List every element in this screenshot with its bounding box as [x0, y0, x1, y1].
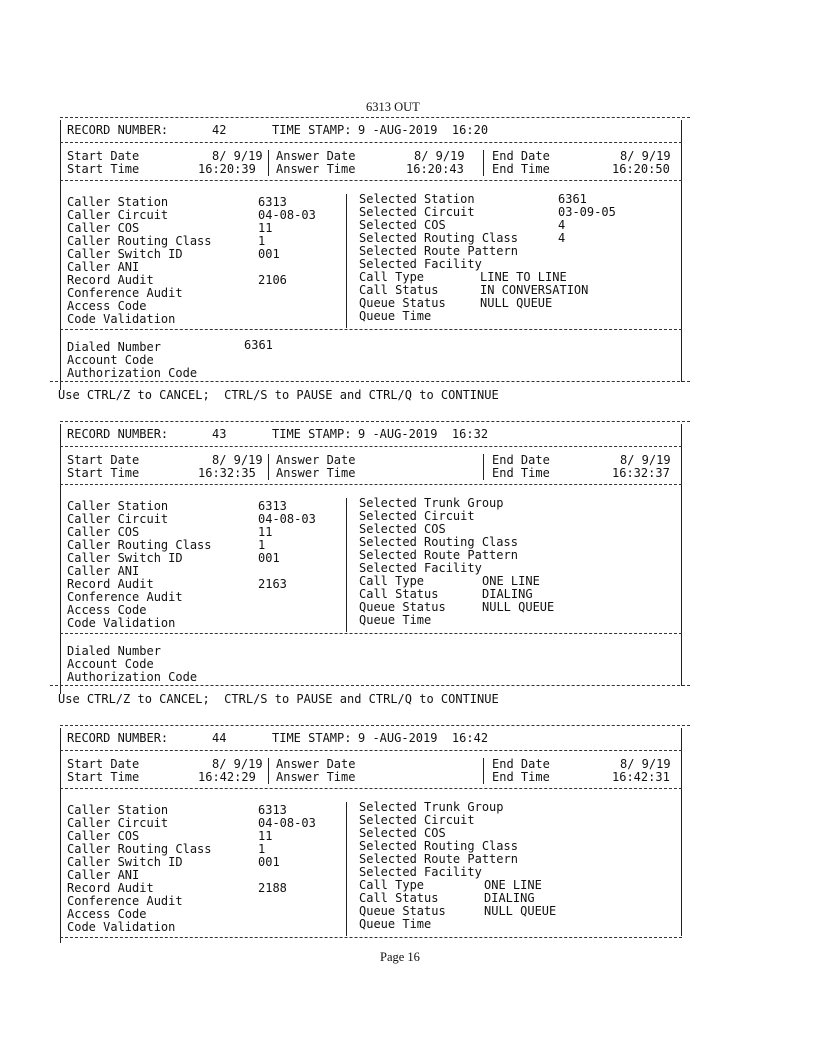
access-code-label: Access Code [67, 907, 147, 921]
answer-time-value: 16:20:43 [406, 162, 464, 176]
selected-circuit-label: Selected Circuit [359, 509, 475, 523]
end-date-value: 8/ 9/19 [620, 149, 671, 163]
call-type-value: LINE TO LINE [480, 270, 567, 284]
caller-circuit-value: 04-08-03 [258, 816, 316, 830]
conference-audit-label: Conference Audit [67, 894, 183, 908]
queue-status-value: NULL QUEUE [480, 296, 553, 310]
record-number-value: 43 [212, 427, 227, 441]
answer-time-label: Answer Time [276, 466, 356, 480]
time-stamp-value: 9 -AUG-2019 16:42 [358, 731, 489, 745]
access-code-label: Access Code [67, 299, 147, 313]
selected-routing-class-label: Selected Routing Class [359, 231, 518, 245]
caller-switch-id-value: 001 [258, 551, 280, 565]
answer-time-label: Answer Time [276, 162, 356, 176]
call-status-value: DIALING [482, 587, 533, 601]
start-date-label: Start Date [67, 757, 140, 771]
end-time-value: 16:32:37 [612, 466, 670, 480]
selected-route-pattern-label: Selected Route Pattern [359, 548, 518, 562]
caller-switch-id-label: Caller Switch ID [67, 855, 183, 869]
caller-routing-class-value: 1 [258, 234, 266, 248]
caller-station-label: Caller Station [67, 803, 169, 817]
call-record-43 [0, 304, 817, 706]
record-audit-label: Record Audit [67, 273, 154, 287]
record-number-value: 44 [212, 731, 227, 745]
caller-switch-id-value: 001 [258, 855, 280, 869]
record-number-value: 42 [212, 123, 227, 137]
answer-date-label: Answer Date [276, 453, 356, 467]
selected-circuit-label: Selected Circuit [359, 205, 475, 219]
caller-switch-id-label: Caller Switch ID [67, 551, 183, 565]
caller-circuit-label: Caller Circuit [67, 816, 169, 830]
queue-status-value: NULL QUEUE [482, 600, 555, 614]
call-status-value: IN CONVERSATION [480, 283, 589, 297]
caller-circuit-value: 04-08-03 [258, 512, 316, 526]
call-type-label: Call Type [359, 270, 425, 284]
selected-circuit-value: 03-09-05 [558, 205, 616, 219]
end-date-label: End Date [492, 757, 550, 771]
start-time-label: Start Time [67, 770, 140, 784]
call-type-value: ONE LINE [484, 878, 542, 892]
record-number-label: RECORD NUMBER: [67, 731, 169, 745]
selected-cos-label: Selected COS [359, 522, 446, 536]
account-code-label: Account Code [67, 353, 154, 367]
caller-cos-label: Caller COS [67, 829, 140, 843]
caller-routing-class-value: 1 [258, 538, 266, 552]
caller-cos-value: 11 [258, 221, 273, 235]
start-date-label: Start Date [67, 453, 140, 467]
call-record-44 [0, 608, 817, 934]
queue-status-label: Queue Status [359, 296, 446, 310]
start-time-value: 16:42:29 [198, 770, 256, 784]
caller-cos-value: 11 [258, 525, 273, 539]
caller-routing-class-label: Caller Routing Class [67, 538, 212, 552]
answer-date-label: Answer Date [276, 757, 356, 771]
dialed-number-value: 6361 [244, 338, 273, 352]
continue-prompt: Use CTRL/Z to CANCEL; CTRL/S to PAUSE and CTRL/Q to CONTINUE [58, 692, 499, 706]
caller-cos-label: Caller COS [67, 221, 140, 235]
end-time-value: 16:20:50 [612, 162, 670, 176]
page-title: 6313 OUT [366, 100, 420, 114]
selected-circuit-label: Selected Circuit [359, 813, 475, 827]
time-stamp-value: 9 -AUG-2019 16:32 [358, 427, 489, 441]
record-audit-value: 2163 [258, 577, 287, 591]
selected-route-pattern-label: Selected Route Pattern [359, 852, 518, 866]
end-date-value: 8/ 9/19 [620, 453, 671, 467]
selected-station-label: Selected Station [359, 192, 475, 206]
call-status-label: Call Status [359, 891, 439, 905]
caller-ani-label: Caller ANI [67, 868, 140, 882]
selected-cos-label: Selected COS [359, 826, 446, 840]
selected-routing-class-value: 4 [558, 231, 566, 245]
caller-station-label: Caller Station [67, 195, 169, 209]
answer-date-label: Answer Date [276, 149, 356, 163]
answer-date-value: 8/ 9/19 [414, 149, 465, 163]
end-time-value: 16:42:31 [612, 770, 670, 784]
authorization-code-label: Authorization Code [67, 366, 198, 380]
end-date-value: 8/ 9/19 [620, 757, 671, 771]
record-audit-label: Record Audit [67, 577, 154, 591]
start-date-value: 8/ 9/19 [212, 453, 263, 467]
call-type-value: ONE LINE [482, 574, 540, 588]
caller-cos-label: Caller COS [67, 525, 140, 539]
caller-ani-label: Caller ANI [67, 564, 140, 578]
access-code-label: Access Code [67, 603, 147, 617]
code-validation-label: Code Validation [67, 312, 176, 326]
selected-cos-label: Selected COS [359, 218, 446, 232]
account-code-label: Account Code [67, 657, 154, 671]
caller-station-value: 6313 [258, 499, 287, 513]
queue-status-label: Queue Status [359, 600, 446, 614]
caller-routing-class-label: Caller Routing Class [67, 234, 212, 248]
caller-circuit-label: Caller Circuit [67, 512, 169, 526]
dialed-number-label: Dialed Number [67, 644, 161, 658]
selected-facility-label: Selected Facility [359, 257, 482, 271]
end-time-label: End Time [492, 466, 550, 480]
end-time-label: End Time [492, 162, 550, 176]
caller-cos-value: 11 [258, 829, 273, 843]
page-number: Page 16 [380, 950, 420, 964]
selected-cos-value: 4 [558, 218, 566, 232]
code-validation-label: Code Validation [67, 616, 176, 630]
call-type-label: Call Type [359, 574, 425, 588]
call-record-42 [0, 0, 817, 402]
selected-routing-class-label: Selected Routing Class [359, 535, 518, 549]
conference-audit-label: Conference Audit [67, 590, 183, 604]
time-stamp-label: TIME STAMP: [272, 427, 352, 441]
answer-time-label: Answer Time [276, 770, 356, 784]
start-time-label: Start Time [67, 162, 140, 176]
selected-trunk-group-label: Selected Trunk Group [359, 496, 504, 510]
start-date-value: 8/ 9/19 [212, 149, 263, 163]
caller-ani-label: Caller ANI [67, 260, 140, 274]
call-type-label: Call Type [359, 878, 425, 892]
record-audit-label: Record Audit [67, 881, 154, 895]
dialed-number-label: Dialed Number [67, 340, 161, 354]
start-time-value: 16:32:35 [198, 466, 256, 480]
selected-station-value: 6361 [558, 192, 587, 206]
end-date-label: End Date [492, 453, 550, 467]
end-time-label: End Time [492, 770, 550, 784]
time-stamp-value: 9 -AUG-2019 16:20 [358, 123, 489, 137]
start-date-label: Start Date [67, 149, 140, 163]
caller-switch-id-value: 001 [258, 247, 280, 261]
end-date-label: End Date [492, 149, 550, 163]
record-number-label: RECORD NUMBER: [67, 123, 169, 137]
start-date-value: 8/ 9/19 [212, 757, 263, 771]
selected-trunk-group-label: Selected Trunk Group [359, 800, 504, 814]
code-validation-label: Code Validation [67, 920, 176, 934]
caller-routing-class-label: Caller Routing Class [67, 842, 212, 856]
time-stamp-label: TIME STAMP: [272, 123, 352, 137]
caller-routing-class-value: 1 [258, 842, 266, 856]
selected-route-pattern-label: Selected Route Pattern [359, 244, 518, 258]
start-time-label: Start Time [67, 466, 140, 480]
record-audit-value: 2106 [258, 273, 287, 287]
authorization-code-label: Authorization Code [67, 670, 198, 684]
caller-circuit-value: 04-08-03 [258, 208, 316, 222]
caller-circuit-label: Caller Circuit [67, 208, 169, 222]
caller-station-label: Caller Station [67, 499, 169, 513]
queue-status-value: NULL QUEUE [484, 904, 557, 918]
conference-audit-label: Conference Audit [67, 286, 183, 300]
caller-station-value: 6313 [258, 803, 287, 817]
call-status-label: Call Status [359, 587, 439, 601]
queue-time-label: Queue Time [359, 309, 432, 323]
caller-station-value: 6313 [258, 195, 287, 209]
call-status-value: DIALING [484, 891, 535, 905]
selected-facility-label: Selected Facility [359, 865, 482, 879]
caller-switch-id-label: Caller Switch ID [67, 247, 183, 261]
record-audit-value: 2188 [258, 881, 287, 895]
time-stamp-label: TIME STAMP: [272, 731, 352, 745]
queue-time-label: Queue Time [359, 917, 432, 931]
record-number-label: RECORD NUMBER: [67, 427, 169, 441]
selected-facility-label: Selected Facility [359, 561, 482, 575]
continue-prompt: Use CTRL/Z to CANCEL; CTRL/S to PAUSE and CTRL/Q to CONTINUE [58, 388, 499, 402]
selected-routing-class-label: Selected Routing Class [359, 839, 518, 853]
start-time-value: 16:20:39 [198, 162, 256, 176]
queue-status-label: Queue Status [359, 904, 446, 918]
call-status-label: Call Status [359, 283, 439, 297]
queue-time-label: Queue Time [359, 613, 432, 627]
